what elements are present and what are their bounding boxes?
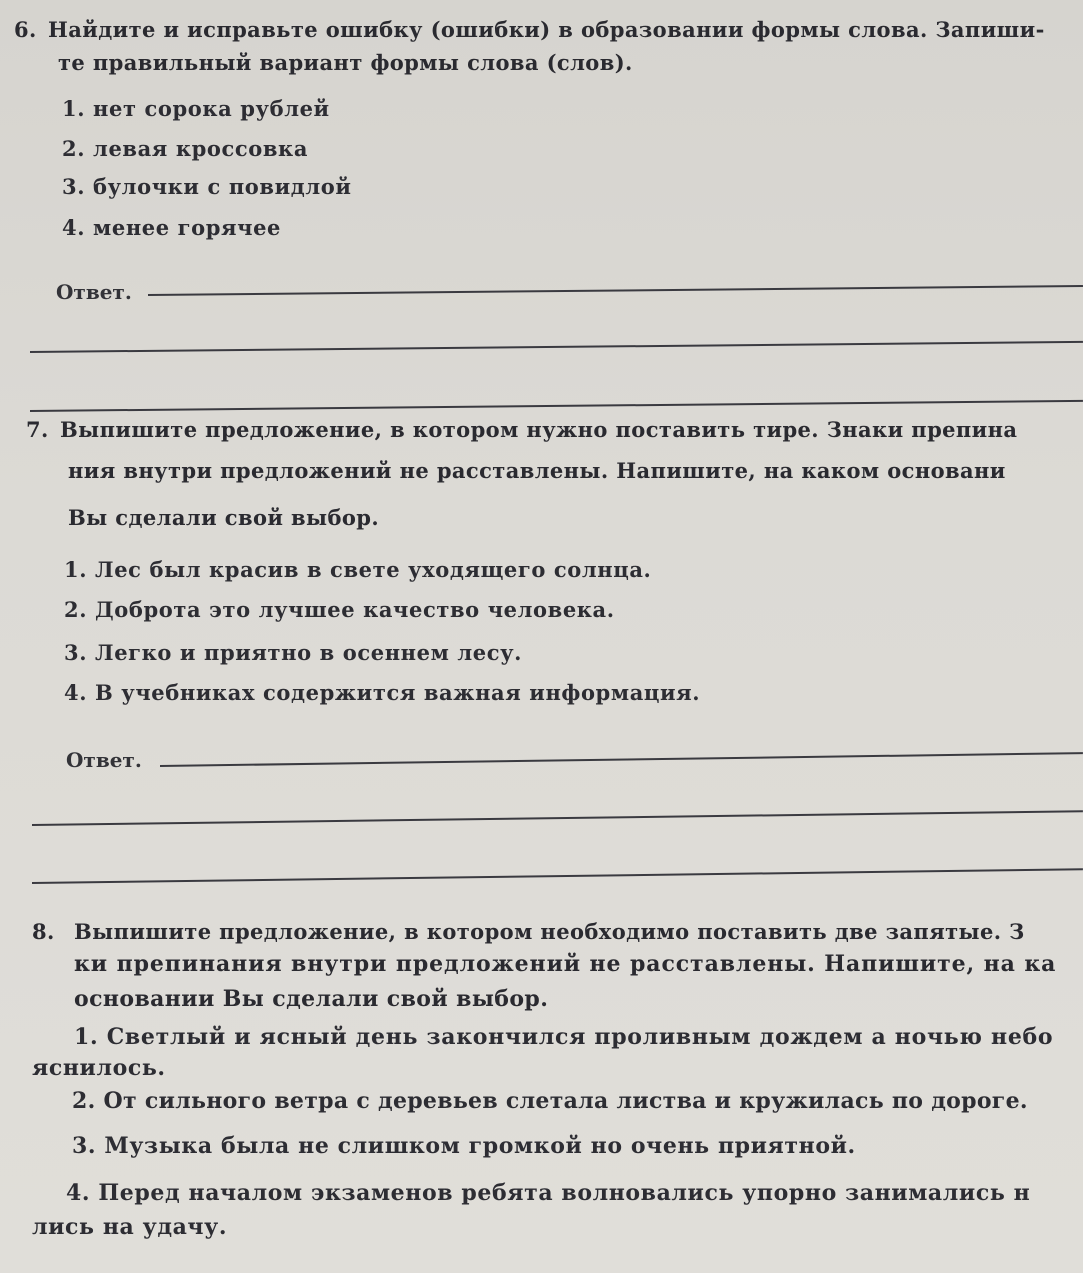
task-8-heading [32, 916, 1025, 948]
task-7-answer-line-3[interactable] [32, 868, 1083, 884]
task-8-option-3: 3. Музыка была не слишком громкой но очень приятной. [72, 1133, 856, 1159]
task-8-option-4-continued: лись на удачу. [32, 1214, 228, 1240]
task-8-number: 8. [32, 919, 55, 944]
task-7-option-4: 4. В учебниках содержится важная информация. [64, 680, 701, 705]
task-8-option-1-continued: яснилось. [32, 1055, 166, 1081]
task-6-number: 6. [14, 17, 37, 42]
task-7-option-1: 1. Лес был красив в свете уходящего солнца. [64, 557, 652, 582]
task-6-answer-line-2[interactable] [30, 341, 1083, 353]
task-7-option-3: 3. Легко и приятно в осеннем лесу. [64, 640, 523, 665]
task-6-option-2: 2. левая кроссовка [62, 136, 309, 161]
task-8-instruction-line-2: ки препинания внутри предложений не расставлены. Напишите, на ка [74, 951, 1057, 977]
task-8-instruction-line-3: основании Вы сделали свой выбор. [74, 986, 549, 1012]
task-8-option-1: 1. Светлый и ясный день закончился проливным дождем а ночью небо [74, 1024, 1054, 1050]
task-6-instruction-line-2: те правильный вариант формы слова (слов). [58, 50, 633, 75]
task-6-instruction-line-1: Найдите и исправьте ошибку (ошибки) в образовании формы слова. Запиши- [48, 17, 1045, 42]
task-7-option-2: 2. Доброта это лучшее качество человека. [64, 597, 615, 622]
task-6-answer-line-1[interactable] [148, 285, 1083, 296]
task-7-answer-line-1[interactable] [160, 752, 1083, 767]
task-6-option-3: 3. булочки с повидлой [62, 174, 352, 199]
task-7-instruction-line-1: Выпишите предложение, в котором нужно поставить тире. Знаки препина [60, 417, 1018, 442]
task-7-answer-label: Ответ. [66, 748, 142, 772]
task-7-heading [26, 414, 1017, 446]
task-8-option-4: 4. Перед началом экзаменов ребята волновались упорно занимались н [66, 1180, 1031, 1206]
task-6-heading [14, 14, 1045, 46]
task-8-option-2: 2. От сильного ветра с деревьев слетала листва и кружилась по дороге. [72, 1088, 1028, 1114]
task-7-number: 7. [26, 417, 49, 442]
task-7-instruction-line-3: Вы сделали свой выбор. [68, 505, 380, 530]
task-7-answer-line-2[interactable] [32, 810, 1083, 826]
task-6-answer-line-3[interactable] [30, 400, 1083, 412]
task-7-instruction-line-2: ния внутри предложений не расставлены. Напишите, на каком основани [68, 458, 1006, 483]
task-6-answer-label: Ответ. [56, 280, 132, 304]
task-6-option-1: 1. нет сорока рублей [62, 96, 330, 121]
task-6-option-4: 4. менее горячее [62, 215, 282, 240]
task-8-instruction-line-1: Выпишите предложение, в котором необходимо поставить две запятые. З [74, 919, 1025, 944]
